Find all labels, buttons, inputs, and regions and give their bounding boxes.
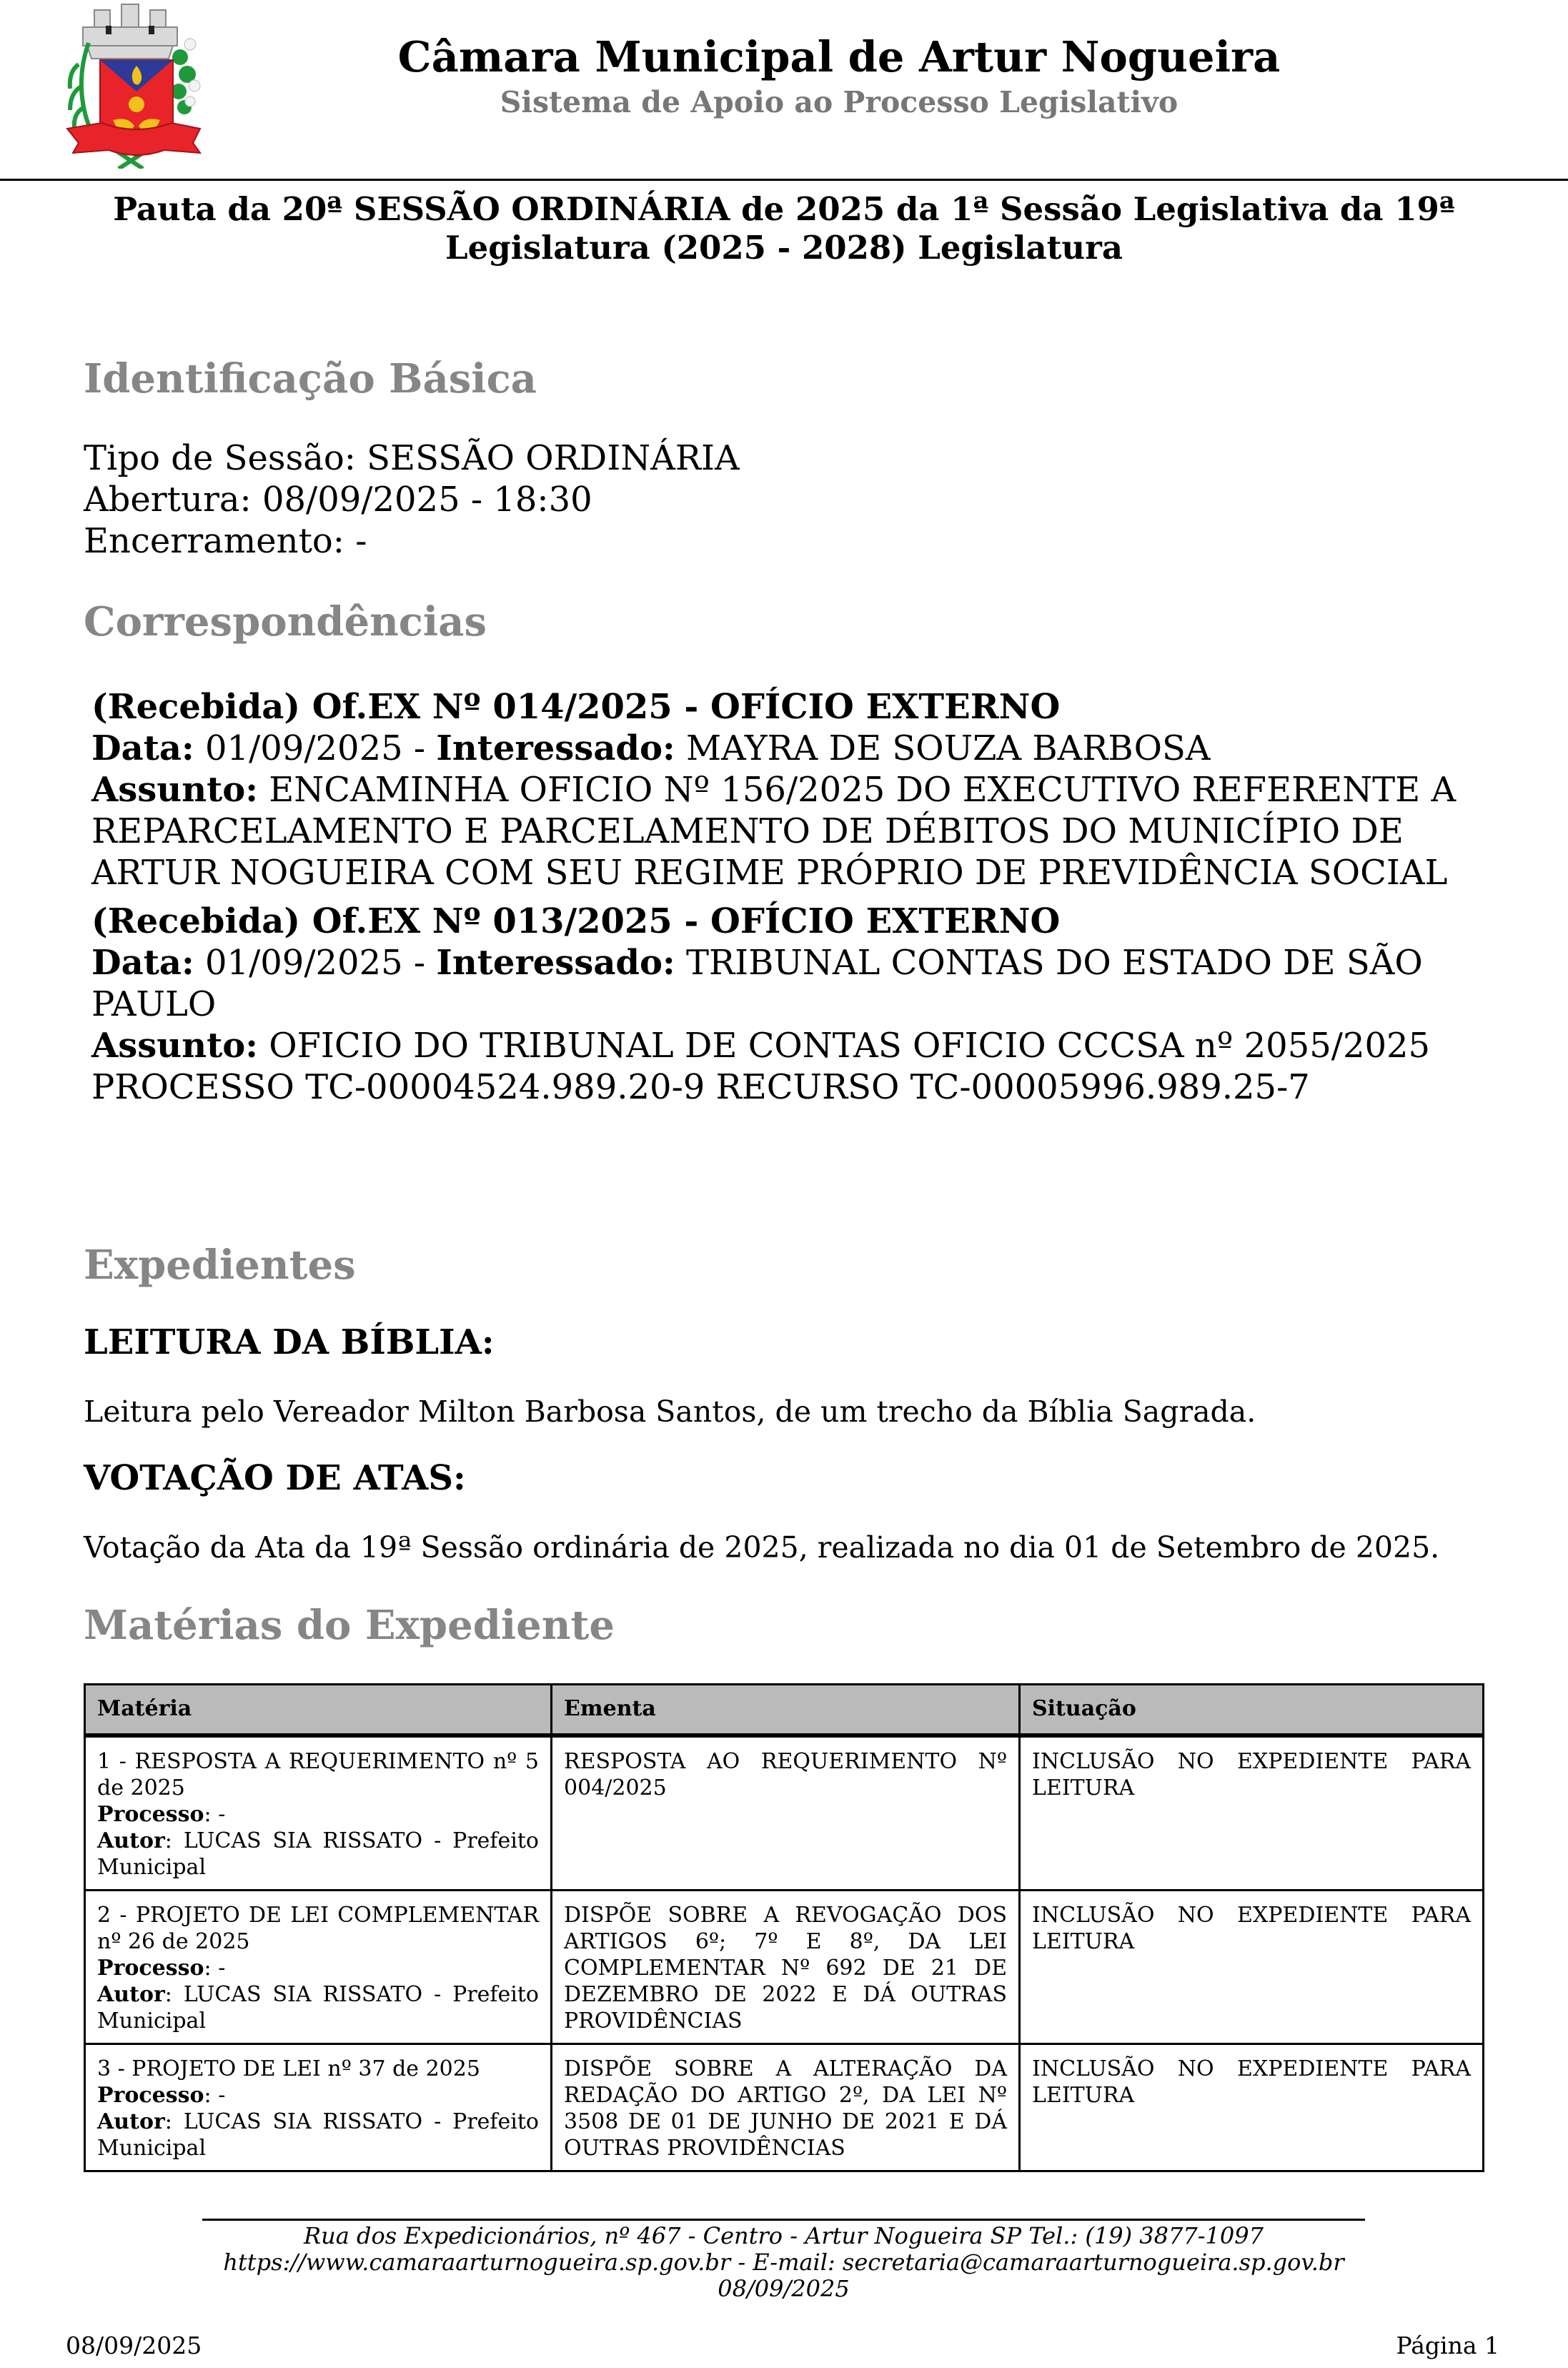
date-label: Data: xyxy=(91,728,194,768)
situacao-cell: INCLUSÃO NO EXPEDIENTE PARA LEITURA xyxy=(1020,2044,1484,2171)
header-divider xyxy=(0,179,1568,181)
subject-label: Assunto: xyxy=(91,1026,258,1066)
table-row xyxy=(85,1891,1484,2044)
materia-title: 1 - RESPOSTA A REQUERIMENTO nº 5 de 2025 xyxy=(97,1749,539,1800)
column-header-situacao: Situação xyxy=(1020,1685,1484,1736)
processo-value: - xyxy=(218,1956,226,1981)
section-heading-correspondencias: Correspondências xyxy=(84,598,487,645)
table-header-row xyxy=(85,1685,1484,1736)
processo-value: - xyxy=(218,2083,226,2108)
materia-title: 3 - PROJETO DE LEI nº 37 de 2025 xyxy=(97,2056,480,2081)
section-heading-expedientes: Expedientes xyxy=(84,1242,356,1289)
ementa-cell: DISPÕE SOBRE A REVOGAÇÃO DOS ARTIGOS 6º; 7º E 8º, DA LEI COMPLEMENTAR Nº 692 DE 21 DE DEZEMBRO DE 2022 E DÁ OUTRAS PROVIDÊNCIAS xyxy=(552,1891,1020,2044)
footer-contact xyxy=(202,2223,1365,2302)
correspondence-list xyxy=(91,686,1485,1115)
correspondence-date: 01/09/2025 xyxy=(204,943,403,983)
correspondence-title: (Recebida) Of.EX Nº 014/2025 - OFÍCIO EXTERNO xyxy=(91,687,1061,727)
interested-label: Interessado: xyxy=(436,943,675,983)
session-type-row xyxy=(84,437,740,479)
autor-label: Autor xyxy=(97,1982,165,2007)
autor-value: LUCAS SIA RISSATO - Prefeito Municipal xyxy=(97,1828,539,1880)
session-type-value: SESSÃO ORDINÁRIA xyxy=(367,438,740,478)
correspondence-subject: OFICIO DO TRIBUNAL DE CONTAS OFICIO CCCSA nº 2055/2025 PROCESSO TC-00004524.989.20-9 RECURSO TC-00005996.989.25-7 xyxy=(91,1026,1431,1107)
correspondence-interested: TRIBUNAL CONTAS DO ESTADO DE SÃO PAULO xyxy=(91,943,1423,1024)
autor-label: Autor xyxy=(97,1828,165,1853)
section-heading-materias: Matérias do Expediente xyxy=(84,1602,615,1649)
closing-value: - xyxy=(355,521,367,561)
situacao-cell: INCLUSÃO NO EXPEDIENTE PARA LEITURA xyxy=(1020,1891,1484,2044)
footer-date: 08/09/2025 xyxy=(718,2275,850,2302)
autor-value: LUCAS SIA RISSATO - Prefeito Municipal xyxy=(97,2109,539,2161)
ementa-cell: RESPOSTA AO REQUERIMENTO Nº 004/2025 xyxy=(552,1735,1020,1891)
subject-label: Assunto: xyxy=(91,770,258,810)
agenda-title: Pauta da 20ª SESSÃO ORDINÁRIA de 2025 da 1ª Sessão Legislativa da 19ª Legislatura (2025 - 2028) Legislatura xyxy=(113,190,1455,267)
footer-address: Rua dos Expedicionários, nº 467 - Centro - Artur Nogueira SP Tel.: (19) 3877-1097 https://www.camaraarturnogueira.sp.gov.br - E-mail: secretaria@camaraarturnogueira.sp.gov.br xyxy=(223,2222,1344,2276)
table-row xyxy=(85,1735,1484,1891)
session-info xyxy=(84,437,740,562)
opening-value: 08/09/2025 - 18:30 xyxy=(262,480,592,520)
materia-cell: 1 - RESPOSTA A REQUERIMENTO nº 5 de 2025 Processo: - Autor: LUCAS SIA RISSATO - Prefeito Municipal xyxy=(85,1735,552,1891)
minutes-vote-heading: VOTAÇÃO DE ATAS: xyxy=(84,1458,466,1498)
footer-divider xyxy=(202,2219,1365,2221)
correspondence-title: (Recebida) Of.EX Nº 013/2025 - OFÍCIO EXTERNO xyxy=(91,901,1061,941)
correspondence-subject: ENCAMINHA OFICIO Nº 156/2025 DO EXECUTIVO REFERENTE A REPARCELAMENTO E PARCELAMENTO DE DÉBITOS DO MUNICÍPIO DE ARTUR NOGUEIRA COM SEU REGIME PRÓPRIO DE PREVIDÊNCIA SOCIAL xyxy=(91,770,1457,893)
opening-label: Abertura: xyxy=(84,480,252,520)
autor-label: Autor xyxy=(97,2109,165,2134)
processo-label: Processo xyxy=(97,2083,204,2108)
print-date: 08/09/2025 xyxy=(66,2332,202,2359)
autor-value: LUCAS SIA RISSATO - Prefeito Municipal xyxy=(97,1982,539,2033)
system-subtitle: Sistema de Apoio ao Processo Legislativo xyxy=(500,85,1179,119)
materia-cell: 3 - PROJETO DE LEI nº 37 de 2025 Processo: - Autor: LUCAS SIA RISSATO - Prefeito Municipal xyxy=(85,2044,552,2171)
organization-title: Câmara Municipal de Artur Nogueira xyxy=(397,32,1281,81)
correspondence-interested: MAYRA DE SOUZA BARBOSA xyxy=(685,728,1211,768)
closing-label: Encerramento: xyxy=(84,521,344,561)
correspondence-item: (Recebida) Of.EX Nº 013/2025 - OFÍCIO EXTERNO Data: 01/09/2025 - Interessado: TRIBUNAL CONTAS DO ESTADO DE SÃO PAULO Assunto: OFICIO DO TRIBUNAL DE CONTAS OFICIO CCCSA nº 2055/2025 PROCESSO TC-00004524.989.20-9 RECURSO TC-00005996.989.25-7 xyxy=(91,901,1431,1107)
situacao-cell: INCLUSÃO NO EXPEDIENTE PARA LEITURA xyxy=(1020,1735,1484,1891)
correspondence-date: 01/09/2025 xyxy=(204,728,403,768)
closing-row xyxy=(84,520,740,562)
column-header-ementa: Ementa xyxy=(552,1685,1020,1736)
page-number: Página 1 xyxy=(1396,2332,1499,2359)
materia-cell: 2 - PROJETO DE LEI COMPLEMENTAR nº 26 de 2025 Processo: - Autor: LUCAS SIA RISSATO - Prefeito Municipal xyxy=(85,1891,552,2044)
session-type-label: Tipo de Sessão: xyxy=(84,438,356,478)
opening-row xyxy=(84,479,740,520)
ementa-cell: DISPÕE SOBRE A ALTERAÇÃO DA REDAÇÃO DO ARTIGO 2º, DA LEI Nº 3508 DE 01 DE JUNHO DE 2021 E DÁ OUTRAS PROVIDÊNCIAS xyxy=(552,2044,1020,2171)
section-heading-identificacao: Identificação Básica xyxy=(84,355,537,402)
correspondence-item: (Recebida) Of.EX Nº 014/2025 - OFÍCIO EXTERNO Data: 01/09/2025 - Interessado: MAYRA DE SOUZA BARBOSA Assunto: ENCAMINHA OFICIO Nº 156/2025 DO EXECUTIVO REFERENTE A REPARCELAMENTO E PARCELAMENTO DE DÉBITOS DO MUNICÍPIO DE ARTUR NOGUEIRA COM SEU REGIME PRÓPRIO DE PREVIDÊNCIA SOCIAL xyxy=(91,687,1457,893)
processo-value: - xyxy=(218,1802,226,1827)
materia-title: 2 - PROJETO DE LEI COMPLEMENTAR nº 26 de 2025 xyxy=(97,1903,539,1954)
processo-label: Processo xyxy=(97,1956,204,1981)
minutes-vote-text: Votação da Ata da 19ª Sessão ordinária de 2025, realizada no dia 01 de Setembro de 2025. xyxy=(84,1530,1440,1565)
processo-label: Processo xyxy=(97,1802,204,1827)
bible-reading-heading: LEITURA DA BÍBLIA: xyxy=(84,1322,495,1362)
date-label: Data: xyxy=(91,943,194,983)
materias-table xyxy=(84,1683,1484,2172)
interested-label: Interessado: xyxy=(436,728,675,768)
column-header-materia: Matéria xyxy=(85,1685,552,1736)
bible-reading-text: Leitura pelo Vereador Milton Barbosa Santos, de um trecho da Bíblia Sagrada. xyxy=(84,1394,1256,1429)
table-row xyxy=(85,2044,1484,2171)
